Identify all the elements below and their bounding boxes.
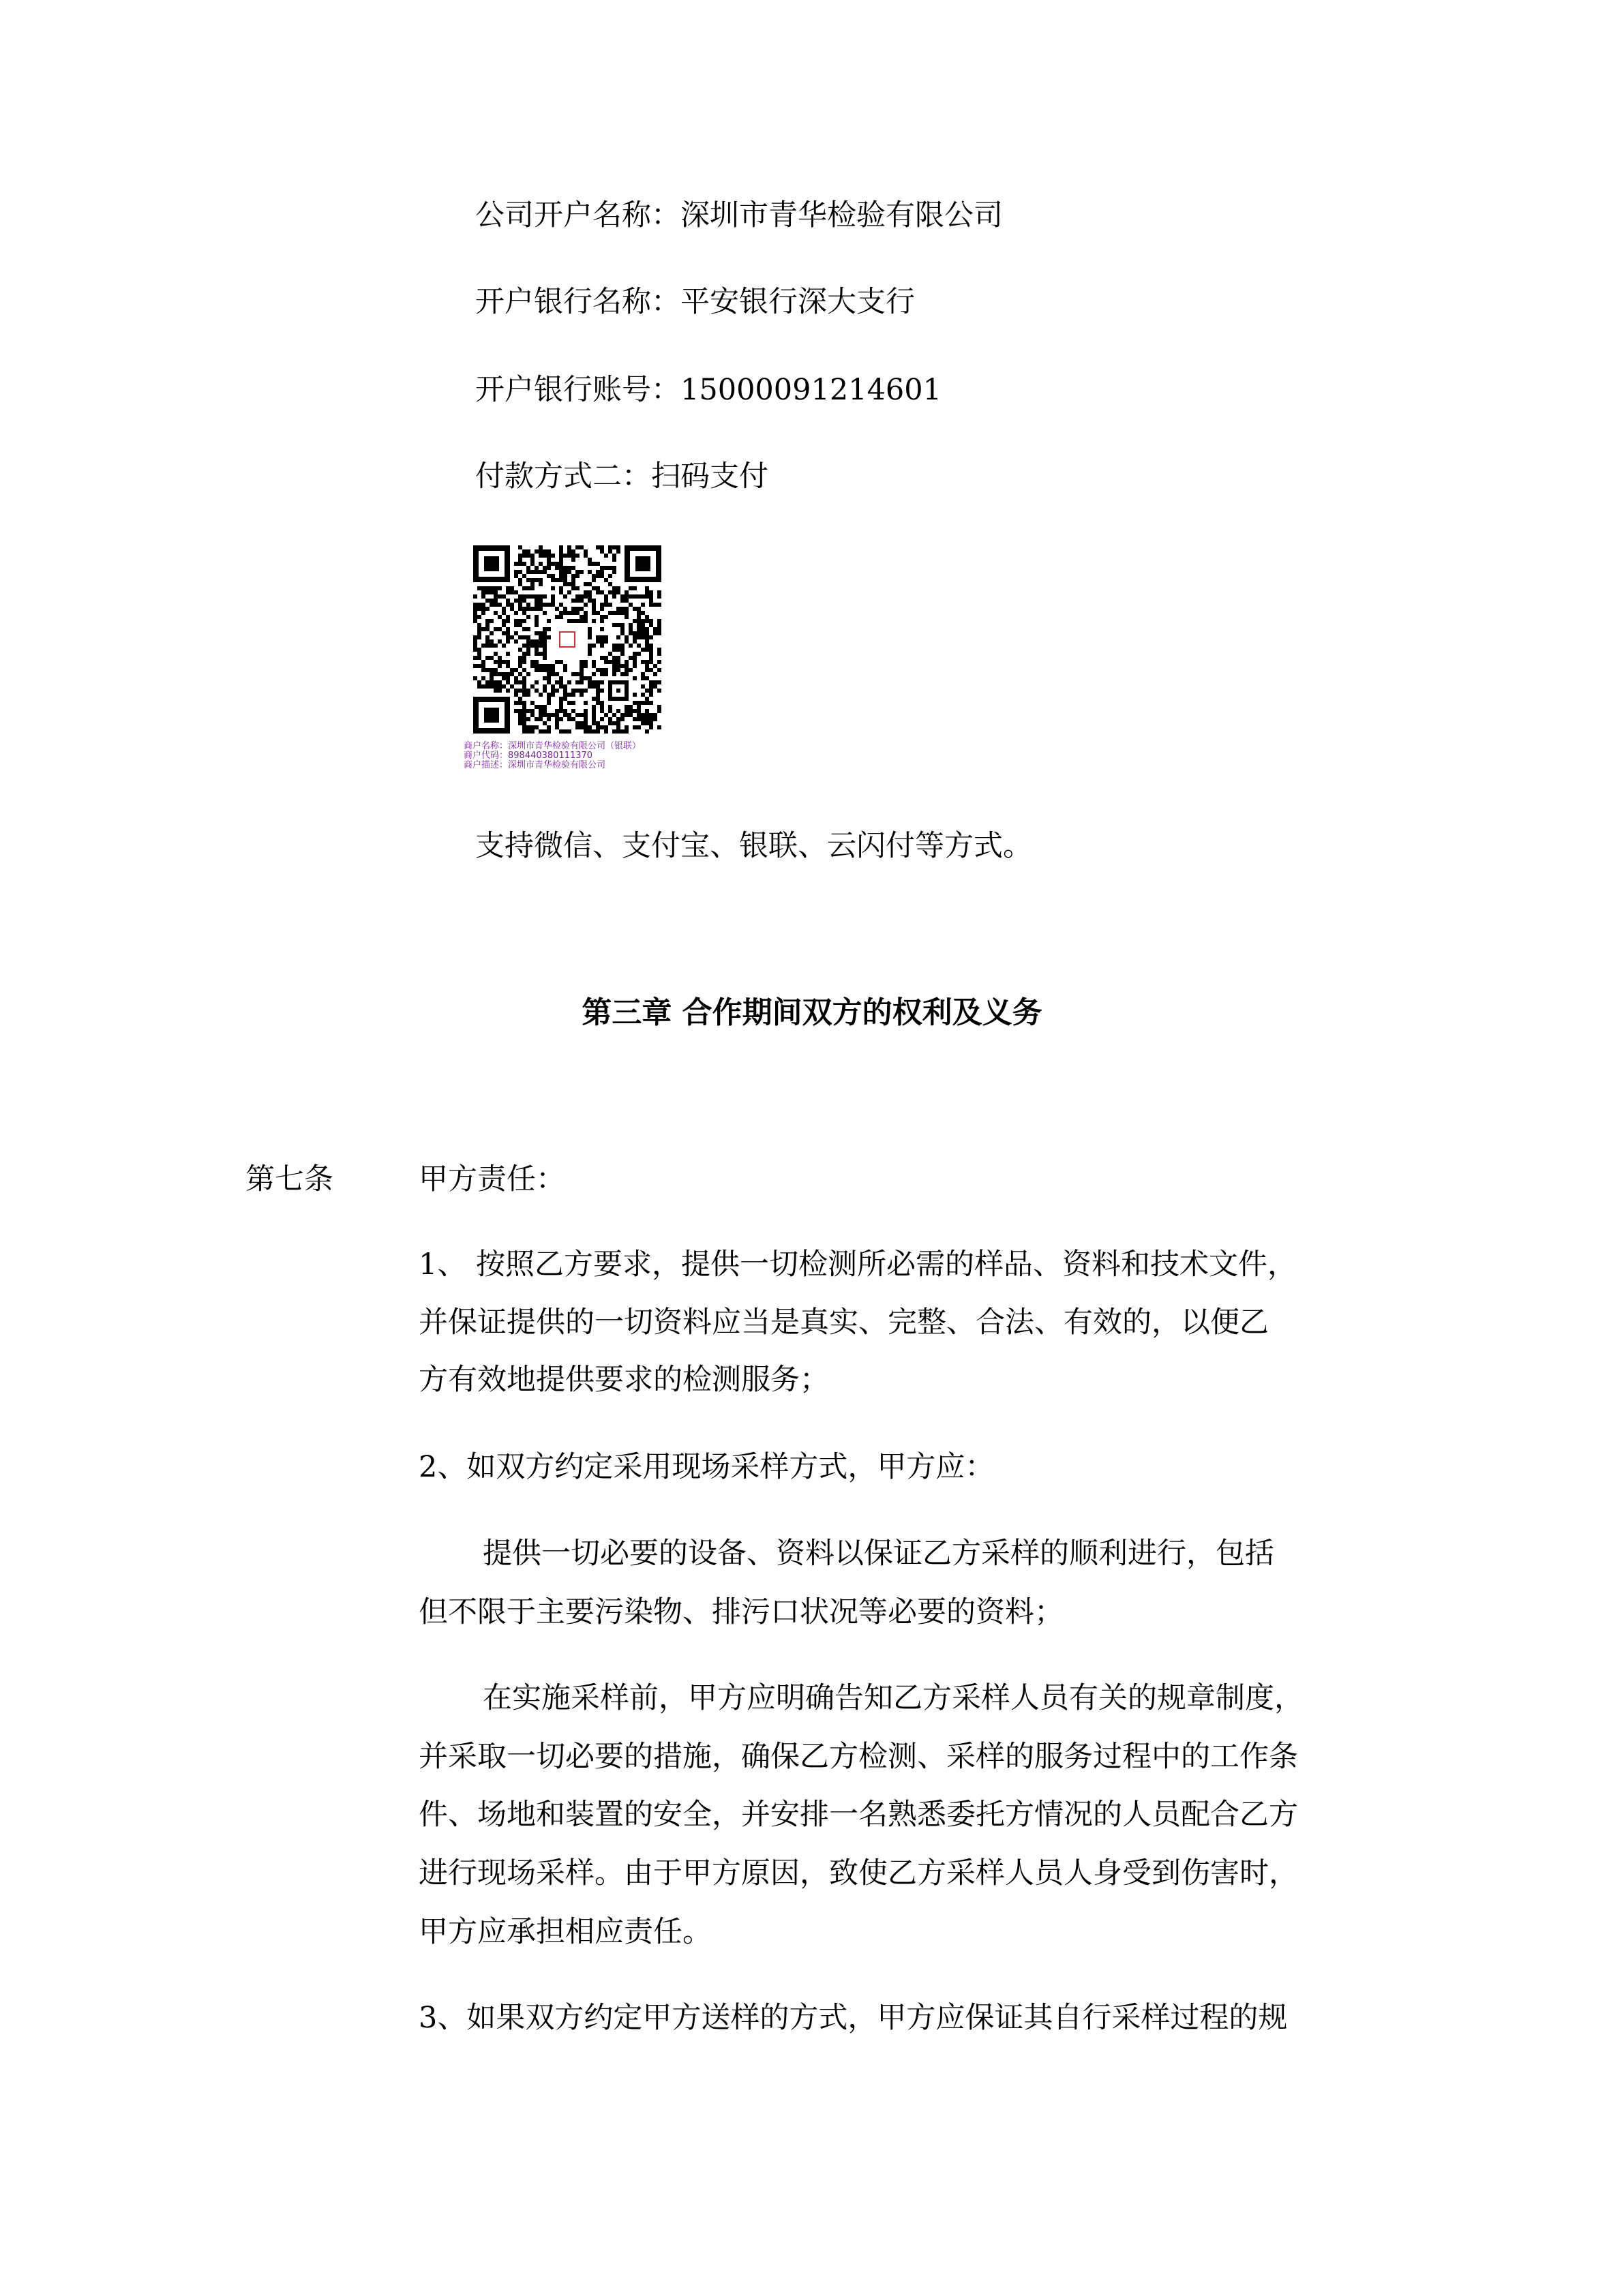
article-label: 第七条 bbox=[245, 1162, 333, 1196]
bank-name-line: 开户银行名称：平安银行深大支行 bbox=[475, 285, 915, 319]
account-number-line: 开户银行账号：15000091214601 bbox=[475, 373, 942, 407]
unionpay-logo-icon bbox=[559, 631, 575, 648]
chapter-title: 第三章 合作期间双方的权利及义务 bbox=[582, 995, 1042, 1030]
item2-para1-line: 提供一切必要的设备、资料以保证乙方采样的顺利进行，包括 bbox=[483, 1537, 1274, 1571]
payment-method-two-line: 付款方式二：扫码支付 bbox=[475, 459, 768, 494]
item3-line: 3、如果双方约定甲方送样的方式，甲方应保证其自行采样过程的规 bbox=[419, 2001, 1288, 2035]
qr-merchant-info bbox=[464, 742, 641, 770]
item2-para2-line: 甲方应承担相应责任。 bbox=[419, 1915, 712, 1949]
qr-merchant-name: 商户名称：深圳市青华检验有限公司（银联） bbox=[464, 741, 642, 751]
item1-line: 方有效地提供要求的检测服务； bbox=[419, 1363, 829, 1397]
account-name-line: 公司开户名称：深圳市青华检验有限公司 bbox=[475, 198, 1003, 232]
item1-line: 并保证提供的一切资料应当是真实、完整、合法、有效的，以便乙 bbox=[419, 1305, 1269, 1340]
item2-intro: 2、如双方约定采用现场采样方式，甲方应： bbox=[419, 1450, 995, 1484]
item2-para2-line: 件、场地和装置的安全，并安排一名熟悉委托方情况的人员配合乙方 bbox=[419, 1798, 1298, 1832]
qr-merchant-code: 商户代码：898440380111370 bbox=[464, 751, 593, 761]
payment-support-note: 支持微信、支付宝、银联、云闪付等方式。 bbox=[475, 829, 1032, 863]
item2-para2-line: 并采取一切必要的措施，确保乙方检测、采样的服务过程中的工作条 bbox=[419, 1740, 1298, 1774]
payment-qr-code bbox=[473, 545, 661, 734]
item2-para2-line: 在实施采样前，甲方应明确告知乙方采样人员有关的规章制度， bbox=[483, 1681, 1304, 1715]
qr-merchant-desc: 商户描述：深圳市青华检验有限公司 bbox=[464, 760, 606, 770]
article-heading: 甲方责任： bbox=[419, 1162, 565, 1196]
item2-para2-line: 进行现场采样。由于甲方原因，致使乙方采样人员人身受到伤害时， bbox=[419, 1856, 1298, 1890]
item1-line: 1、 按照乙方要求，提供一切检测所必需的样品、资料和技术文件， bbox=[419, 1248, 1297, 1282]
item2-para1-line: 但不限于主要污染物、排污口状况等必要的资料； bbox=[419, 1595, 1064, 1629]
